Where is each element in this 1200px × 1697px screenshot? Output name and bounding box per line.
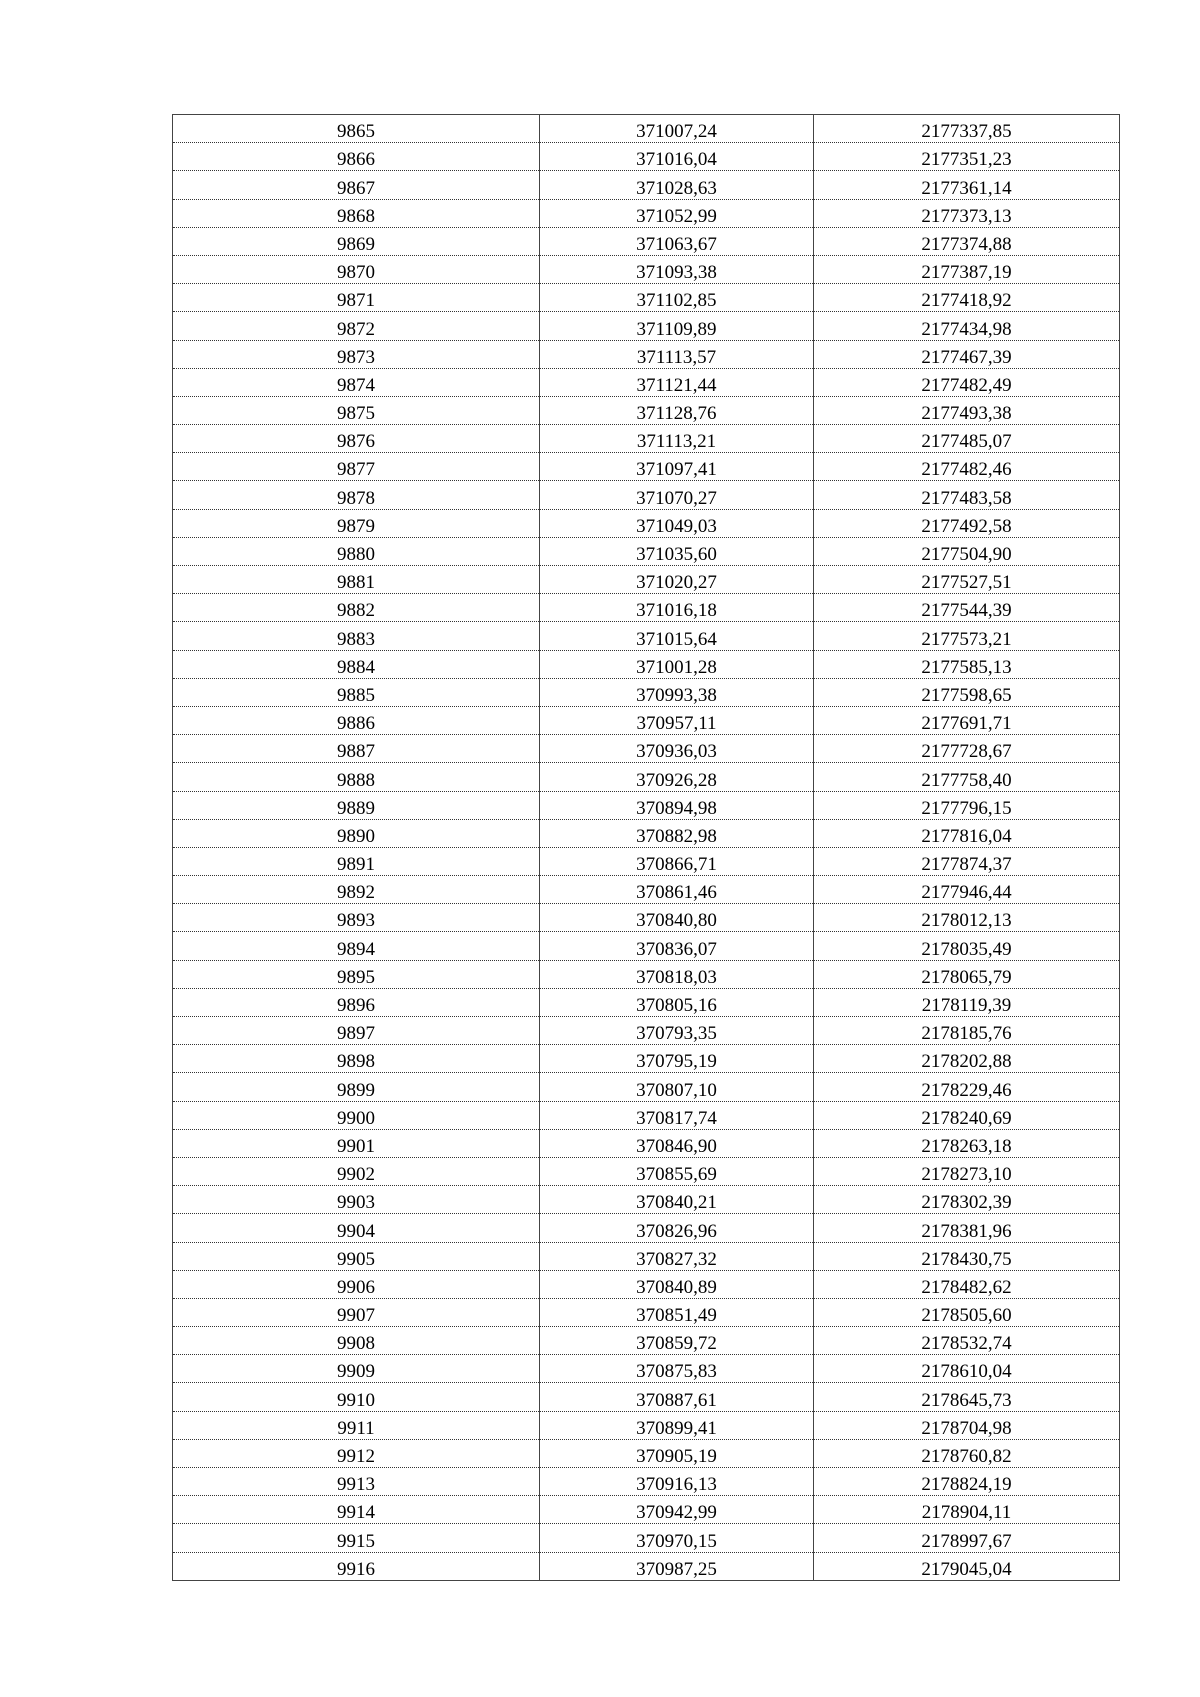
x-coordinate-cell: 370936,03 [540,735,814,763]
point-number-cell: 9884 [173,650,540,678]
y-coordinate-cell: 2178645,73 [814,1383,1120,1411]
y-coordinate-cell: 2177573,21 [814,622,1120,650]
y-coordinate-cell: 2178904,11 [814,1496,1120,1524]
coordinates-table-body [173,115,1120,1581]
x-coordinate-cell: 370887,61 [540,1383,814,1411]
point-number-cell: 9907 [173,1298,540,1326]
x-coordinate-cell: 371113,57 [540,340,814,368]
x-coordinate-cell: 370882,98 [540,819,814,847]
point-number-cell: 9875 [173,396,540,424]
x-coordinate-cell: 371016,04 [540,143,814,171]
table-row [173,763,1120,791]
table-row [173,960,1120,988]
x-coordinate-cell: 371109,89 [540,312,814,340]
x-coordinate-cell: 370818,03 [540,960,814,988]
y-coordinate-cell: 2177492,58 [814,509,1120,537]
x-coordinate-cell: 371102,85 [540,284,814,312]
point-number-cell: 9902 [173,1157,540,1185]
y-coordinate-cell: 2179045,04 [814,1552,1120,1580]
table-row [173,1383,1120,1411]
y-coordinate-cell: 2177467,39 [814,340,1120,368]
y-coordinate-cell: 2177374,88 [814,227,1120,255]
table-row [173,425,1120,453]
y-coordinate-cell: 2177585,13 [814,650,1120,678]
x-coordinate-cell: 370875,83 [540,1355,814,1383]
table-row [173,1270,1120,1298]
table-row [173,876,1120,904]
point-number-cell: 9889 [173,791,540,819]
y-coordinate-cell: 2177598,65 [814,678,1120,706]
y-coordinate-cell: 2178704,98 [814,1411,1120,1439]
point-number-cell: 9887 [173,735,540,763]
table-row [173,1214,1120,1242]
table-row [173,1186,1120,1214]
point-number-cell: 9912 [173,1439,540,1467]
y-coordinate-cell: 2178430,75 [814,1242,1120,1270]
y-coordinate-cell: 2177483,58 [814,481,1120,509]
point-number-cell: 9900 [173,1101,540,1129]
table-row [173,1073,1120,1101]
table-row [173,566,1120,594]
y-coordinate-cell: 2177337,85 [814,115,1120,143]
table-row [173,1411,1120,1439]
table-row [173,1552,1120,1580]
y-coordinate-cell: 2178824,19 [814,1468,1120,1496]
document-page [172,114,1119,1581]
y-coordinate-cell: 2177387,19 [814,255,1120,283]
point-number-cell: 9867 [173,171,540,199]
table-row [173,312,1120,340]
y-coordinate-cell: 2178229,46 [814,1073,1120,1101]
y-coordinate-cell: 2177527,51 [814,566,1120,594]
x-coordinate-cell: 370840,80 [540,904,814,932]
point-number-cell: 9877 [173,453,540,481]
x-coordinate-cell: 371128,76 [540,396,814,424]
table-row [173,1242,1120,1270]
y-coordinate-cell: 2178505,60 [814,1298,1120,1326]
table-row [173,1298,1120,1326]
point-number-cell: 9909 [173,1355,540,1383]
table-row [173,594,1120,622]
y-coordinate-cell: 2178273,10 [814,1157,1120,1185]
table-row [173,678,1120,706]
y-coordinate-cell: 2178482,62 [814,1270,1120,1298]
x-coordinate-cell: 370840,89 [540,1270,814,1298]
y-coordinate-cell: 2177544,39 [814,594,1120,622]
table-row [173,368,1120,396]
x-coordinate-cell: 370805,16 [540,988,814,1016]
coordinates-table [172,114,1120,1581]
point-number-cell: 9915 [173,1524,540,1552]
table-row [173,988,1120,1016]
table-row [173,255,1120,283]
table-row [173,453,1120,481]
x-coordinate-cell: 370905,19 [540,1439,814,1467]
y-coordinate-cell: 2178302,39 [814,1186,1120,1214]
point-number-cell: 9893 [173,904,540,932]
y-coordinate-cell: 2178381,96 [814,1214,1120,1242]
point-number-cell: 9881 [173,566,540,594]
table-row [173,1045,1120,1073]
y-coordinate-cell: 2178997,67 [814,1524,1120,1552]
x-coordinate-cell: 370942,99 [540,1496,814,1524]
point-number-cell: 9880 [173,537,540,565]
x-coordinate-cell: 370817,74 [540,1101,814,1129]
x-coordinate-cell: 371049,03 [540,509,814,537]
table-row [173,650,1120,678]
x-coordinate-cell: 370851,49 [540,1298,814,1326]
point-number-cell: 9886 [173,706,540,734]
point-number-cell: 9901 [173,1129,540,1157]
y-coordinate-cell: 2177758,40 [814,763,1120,791]
x-coordinate-cell: 370795,19 [540,1045,814,1073]
point-number-cell: 9874 [173,368,540,396]
x-coordinate-cell: 370861,46 [540,876,814,904]
point-number-cell: 9903 [173,1186,540,1214]
y-coordinate-cell: 2178185,76 [814,1017,1120,1045]
x-coordinate-cell: 370859,72 [540,1327,814,1355]
x-coordinate-cell: 370826,96 [540,1214,814,1242]
y-coordinate-cell: 2177373,13 [814,199,1120,227]
x-coordinate-cell: 371007,24 [540,115,814,143]
table-row [173,340,1120,368]
x-coordinate-cell: 370987,25 [540,1552,814,1580]
x-coordinate-cell: 370970,15 [540,1524,814,1552]
table-row [173,706,1120,734]
y-coordinate-cell: 2177482,49 [814,368,1120,396]
y-coordinate-cell: 2177482,46 [814,453,1120,481]
point-number-cell: 9910 [173,1383,540,1411]
point-number-cell: 9883 [173,622,540,650]
y-coordinate-cell: 2177434,98 [814,312,1120,340]
x-coordinate-cell: 371028,63 [540,171,814,199]
table-row [173,1439,1120,1467]
x-coordinate-cell: 370899,41 [540,1411,814,1439]
table-row [173,1524,1120,1552]
y-coordinate-cell: 2177418,92 [814,284,1120,312]
point-number-cell: 9894 [173,932,540,960]
point-number-cell: 9878 [173,481,540,509]
x-coordinate-cell: 370993,38 [540,678,814,706]
x-coordinate-cell: 370807,10 [540,1073,814,1101]
point-number-cell: 9868 [173,199,540,227]
table-row [173,537,1120,565]
point-number-cell: 9870 [173,255,540,283]
x-coordinate-cell: 371093,38 [540,255,814,283]
x-coordinate-cell: 371113,21 [540,425,814,453]
y-coordinate-cell: 2177946,44 [814,876,1120,904]
y-coordinate-cell: 2178119,39 [814,988,1120,1016]
y-coordinate-cell: 2178065,79 [814,960,1120,988]
table-row [173,1468,1120,1496]
x-coordinate-cell: 371070,27 [540,481,814,509]
point-number-cell: 9913 [173,1468,540,1496]
table-row [173,847,1120,875]
x-coordinate-cell: 371016,18 [540,594,814,622]
y-coordinate-cell: 2178760,82 [814,1439,1120,1467]
table-row [173,904,1120,932]
x-coordinate-cell: 370894,98 [540,791,814,819]
point-number-cell: 9890 [173,819,540,847]
table-row [173,143,1120,171]
x-coordinate-cell: 371001,28 [540,650,814,678]
point-number-cell: 9905 [173,1242,540,1270]
x-coordinate-cell: 370836,07 [540,932,814,960]
y-coordinate-cell: 2177691,71 [814,706,1120,734]
table-row [173,199,1120,227]
table-row [173,1355,1120,1383]
x-coordinate-cell: 370957,11 [540,706,814,734]
point-number-cell: 9911 [173,1411,540,1439]
x-coordinate-cell: 371015,64 [540,622,814,650]
y-coordinate-cell: 2177728,67 [814,735,1120,763]
y-coordinate-cell: 2177361,14 [814,171,1120,199]
y-coordinate-cell: 2177493,38 [814,396,1120,424]
point-number-cell: 9882 [173,594,540,622]
x-coordinate-cell: 370793,35 [540,1017,814,1045]
point-number-cell: 9896 [173,988,540,1016]
point-number-cell: 9898 [173,1045,540,1073]
table-row [173,481,1120,509]
table-row [173,284,1120,312]
table-row [173,791,1120,819]
table-row [173,509,1120,537]
y-coordinate-cell: 2177816,04 [814,819,1120,847]
point-number-cell: 9891 [173,847,540,875]
point-number-cell: 9892 [173,876,540,904]
x-coordinate-cell: 370846,90 [540,1129,814,1157]
y-coordinate-cell: 2178012,13 [814,904,1120,932]
point-number-cell: 9872 [173,312,540,340]
y-coordinate-cell: 2177351,23 [814,143,1120,171]
x-coordinate-cell: 371121,44 [540,368,814,396]
point-number-cell: 9904 [173,1214,540,1242]
y-coordinate-cell: 2178035,49 [814,932,1120,960]
table-row [173,1157,1120,1185]
point-number-cell: 9897 [173,1017,540,1045]
x-coordinate-cell: 370855,69 [540,1157,814,1185]
point-number-cell: 9873 [173,340,540,368]
point-number-cell: 9871 [173,284,540,312]
point-number-cell: 9895 [173,960,540,988]
point-number-cell: 9876 [173,425,540,453]
table-row [173,1101,1120,1129]
table-row [173,227,1120,255]
point-number-cell: 9885 [173,678,540,706]
y-coordinate-cell: 2178532,74 [814,1327,1120,1355]
x-coordinate-cell: 371063,67 [540,227,814,255]
y-coordinate-cell: 2177485,07 [814,425,1120,453]
table-row [173,819,1120,847]
y-coordinate-cell: 2178610,04 [814,1355,1120,1383]
x-coordinate-cell: 370866,71 [540,847,814,875]
table-row [173,171,1120,199]
table-row [173,735,1120,763]
point-number-cell: 9865 [173,115,540,143]
table-row [173,622,1120,650]
x-coordinate-cell: 371097,41 [540,453,814,481]
y-coordinate-cell: 2177504,90 [814,537,1120,565]
point-number-cell: 9899 [173,1073,540,1101]
table-row [173,932,1120,960]
table-row [173,396,1120,424]
table-row [173,1327,1120,1355]
table-row [173,1496,1120,1524]
point-number-cell: 9879 [173,509,540,537]
x-coordinate-cell: 370926,28 [540,763,814,791]
point-number-cell: 9914 [173,1496,540,1524]
table-row [173,1129,1120,1157]
point-number-cell: 9888 [173,763,540,791]
y-coordinate-cell: 2178240,69 [814,1101,1120,1129]
y-coordinate-cell: 2178202,88 [814,1045,1120,1073]
x-coordinate-cell: 371020,27 [540,566,814,594]
y-coordinate-cell: 2177796,15 [814,791,1120,819]
point-number-cell: 9916 [173,1552,540,1580]
point-number-cell: 9906 [173,1270,540,1298]
table-row [173,1017,1120,1045]
y-coordinate-cell: 2177874,37 [814,847,1120,875]
x-coordinate-cell: 370840,21 [540,1186,814,1214]
table-row [173,115,1120,143]
point-number-cell: 9866 [173,143,540,171]
x-coordinate-cell: 370916,13 [540,1468,814,1496]
x-coordinate-cell: 370827,32 [540,1242,814,1270]
point-number-cell: 9869 [173,227,540,255]
y-coordinate-cell: 2178263,18 [814,1129,1120,1157]
x-coordinate-cell: 371035,60 [540,537,814,565]
x-coordinate-cell: 371052,99 [540,199,814,227]
point-number-cell: 9908 [173,1327,540,1355]
